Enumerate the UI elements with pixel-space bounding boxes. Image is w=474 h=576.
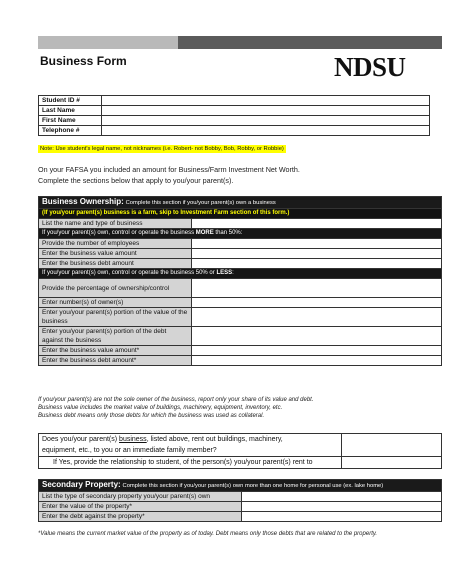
last-name-label: Last Name (39, 106, 102, 116)
less-value-label: Enter the business value amount* (39, 346, 192, 356)
rental-answer-field[interactable] (342, 434, 442, 457)
student-id-label: Student ID # (39, 96, 102, 106)
telephone-label: Telephone # (39, 126, 102, 136)
first-name-label: First Name (39, 116, 102, 126)
rental-question-table (38, 433, 442, 469)
ownership-heading: Business Ownership: Complete this section if you/your parent(s) own a business (39, 197, 442, 209)
rental-relationship-field[interactable] (342, 457, 442, 469)
ownership-footnotes (38, 396, 314, 420)
secondary-heading: Secondary Property: Complete this section if you/your parent(s) own more than one home for personal use (ex. lake home) (39, 480, 442, 492)
business-ownership-table (38, 196, 442, 366)
secondary-debt-label: Enter the debt against the property* (39, 512, 242, 522)
student-info-table (38, 95, 430, 136)
employees-field[interactable] (192, 239, 442, 249)
ownership-percent-field[interactable] (192, 279, 442, 298)
business-value-field[interactable] (192, 249, 442, 259)
ndsu-logo: NDSU (334, 52, 406, 82)
business-debt-label: Enter the business debt amount (39, 259, 192, 269)
rental-question-line-1: Does you/your parent(s) business, listed above, rent out buildings, machinery, (39, 434, 342, 446)
intro-line-1: On your FAFSA you included an amount for Business/Farm Investment Net Worth. (38, 165, 300, 174)
footnote-1: If you/your parent(s) are not the sole owner of the business, report only your share of its value and debt. (38, 397, 314, 403)
secondary-type-field[interactable] (242, 492, 442, 502)
portion-value-label: Enter you/your parent(s) portion of the value of the business (39, 308, 192, 327)
business-name-label: List the name and type of business (39, 219, 192, 229)
student-id-field[interactable] (102, 96, 430, 106)
ownership-percent-label: Provide the percentage of ownership/control (39, 279, 192, 298)
owners-count-field[interactable] (192, 298, 442, 308)
rental-question-line-2: equipment, etc., to you or an immediate family member? (39, 445, 342, 457)
owners-count-label: Enter number(s) of owner(s) (39, 298, 192, 308)
less-than-50-heading: If you/your parent(s) own, control or operate the business 50% or LESS: (39, 269, 442, 279)
footnote-3: Business debt means only those debts for which the business was used as collateral. (38, 413, 265, 419)
business-debt-field[interactable] (192, 259, 442, 269)
more-than-50-heading: If you/your parent(s) own, control or operate the business MORE than 50%: (39, 229, 442, 239)
last-name-field[interactable] (102, 106, 430, 116)
form-title: Business Form (40, 54, 127, 68)
footnote-2: Business value includes the market value of buildings, machinery, equipment, inventory, etc. (38, 405, 283, 411)
less-debt-label: Enter the business debt amount* (39, 356, 192, 366)
portion-value-field[interactable] (192, 308, 442, 327)
secondary-value-label: Enter the value of the property* (39, 502, 242, 512)
header-bar-dark (178, 36, 442, 49)
intro-line-2: Complete the sections below that apply to you/your parent(s). (38, 176, 234, 185)
rental-relationship-label: If Yes, provide the relationship to student, of the person(s) you/your parent(s) rent to (39, 457, 342, 469)
less-value-field[interactable] (192, 346, 442, 356)
business-value-label: Enter the business value amount (39, 249, 192, 259)
header-bar-light (38, 36, 178, 49)
business-name-field[interactable] (192, 219, 442, 229)
secondary-property-table (38, 479, 442, 522)
telephone-field[interactable] (102, 126, 430, 136)
portion-debt-label: Enter you/your parent(s) portion of the debt against the business (39, 327, 192, 346)
secondary-type-label: List the type of secondary property you/your parent(s) own (39, 492, 242, 502)
secondary-debt-field[interactable] (242, 512, 442, 522)
legal-name-note: Note: Use student's legal name, not nicknames (i.e. Robert- not Bobby, Bob, Robby, or Robbie) (40, 146, 284, 152)
intro-text (38, 164, 300, 186)
secondary-value-field[interactable] (242, 502, 442, 512)
employees-label: Provide the number of employees (39, 239, 192, 249)
farm-skip-note: (If you/your parent(s) business is a farm, skip to Investment Farm section of this form.) (39, 209, 442, 219)
portion-debt-field[interactable] (192, 327, 442, 346)
secondary-footnote: *Value means the current market value of the property as of today. Debt means only those debts that are related to the property. (38, 531, 378, 537)
less-debt-field[interactable] (192, 356, 442, 366)
first-name-field[interactable] (102, 116, 430, 126)
